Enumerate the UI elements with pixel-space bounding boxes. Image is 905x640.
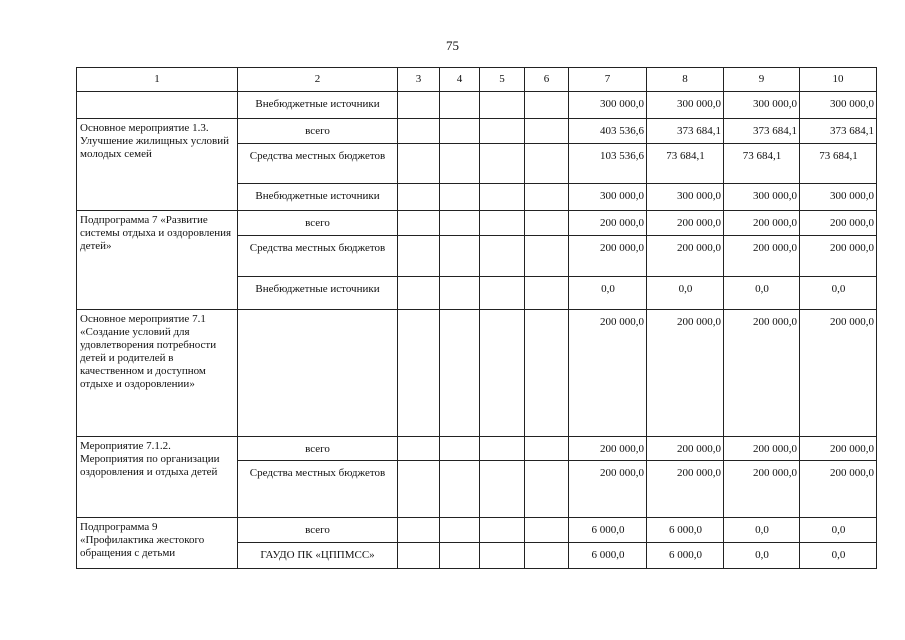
- value-cell: 0,0: [647, 277, 724, 310]
- value-cell: 200 000,0: [724, 236, 800, 277]
- value-cell: 200 000,0: [724, 310, 800, 437]
- funding-source-cell: всего: [238, 518, 398, 543]
- table-row: [77, 437, 877, 461]
- value-cell: 403 536,6: [569, 119, 647, 144]
- funding-source-cell: Внебюджетные источники: [238, 277, 398, 310]
- column-header: 7: [569, 68, 647, 92]
- value-cell: 373 684,1: [724, 119, 800, 144]
- activity-name-cell: Мероприятие 7.1.2. Мероприятия по организации оздоровления и отдыха детей: [77, 437, 238, 518]
- value-cell: 300 000,0: [724, 184, 800, 211]
- value-cell: 0,0: [724, 543, 800, 569]
- value-cell: 200 000,0: [569, 437, 647, 461]
- value-cell: 300 000,0: [647, 92, 724, 119]
- value-cell: 300 000,0: [569, 184, 647, 211]
- value-cell: 373 684,1: [800, 119, 877, 144]
- column-header: 4: [440, 68, 480, 92]
- value-cell: 200 000,0: [724, 461, 800, 518]
- value-cell: 200 000,0: [569, 211, 647, 236]
- funding-source-cell: Средства местных бюджетов: [238, 461, 398, 518]
- value-cell: 6 000,0: [569, 518, 647, 543]
- funding-source-cell: всего: [238, 211, 398, 236]
- value-cell: 200 000,0: [800, 236, 877, 277]
- value-cell: 200 000,0: [800, 211, 877, 236]
- value-cell: 300 000,0: [569, 92, 647, 119]
- table-row: [77, 92, 877, 119]
- value-cell: 200 000,0: [647, 461, 724, 518]
- value-cell: 300 000,0: [800, 184, 877, 211]
- value-cell: 200 000,0: [800, 437, 877, 461]
- column-header: 2: [238, 68, 398, 92]
- funding-source-cell: Внебюджетные источники: [238, 92, 398, 119]
- value-cell: 373 684,1: [647, 119, 724, 144]
- value-cell: 200 000,0: [724, 437, 800, 461]
- table-cell: [77, 92, 238, 119]
- funding-source-cell: всего: [238, 437, 398, 461]
- funding-source-cell: Внебюджетные источники: [238, 184, 398, 211]
- value-cell: 0,0: [724, 277, 800, 310]
- value-cell: 200 000,0: [647, 310, 724, 437]
- value-cell: 0,0: [569, 277, 647, 310]
- table-row: [77, 211, 877, 236]
- column-header: 5: [480, 68, 525, 92]
- activity-name-cell: Подпрограмма 7 «Развитие системы отдыха и оздоровления детей»: [77, 211, 238, 310]
- value-cell: 200 000,0: [647, 437, 724, 461]
- column-header: 6: [525, 68, 569, 92]
- value-cell: 300 000,0: [800, 92, 877, 119]
- funding-source-cell: ГАУДО ПК «ЦППМСС»: [238, 543, 398, 569]
- column-header: 8: [647, 68, 724, 92]
- value-cell: 200 000,0: [569, 461, 647, 518]
- table-row: [77, 119, 877, 144]
- value-cell: 300 000,0: [647, 184, 724, 211]
- value-cell: 6 000,0: [647, 543, 724, 569]
- value-cell: 200 000,0: [724, 211, 800, 236]
- value-cell: 73 684,1: [647, 144, 724, 184]
- value-cell: 0,0: [724, 518, 800, 543]
- value-cell: 200 000,0: [569, 310, 647, 437]
- value-cell: 6 000,0: [569, 543, 647, 569]
- value-cell: 6 000,0: [647, 518, 724, 543]
- funding-source-cell: Средства местных бюджетов: [238, 144, 398, 184]
- funding-source-cell: Средства местных бюджетов: [238, 236, 398, 277]
- budget-table: [76, 67, 877, 569]
- value-cell: 200 000,0: [569, 236, 647, 277]
- value-cell: 200 000,0: [647, 236, 724, 277]
- value-cell: 200 000,0: [647, 211, 724, 236]
- value-cell: 200 000,0: [800, 310, 877, 437]
- value-cell: 0,0: [800, 518, 877, 543]
- column-header: 3: [398, 68, 440, 92]
- header-row: [77, 68, 877, 92]
- column-header: 1: [77, 68, 238, 92]
- value-cell: 200 000,0: [800, 461, 877, 518]
- value-cell: 103 536,6: [569, 144, 647, 184]
- column-header: 10: [800, 68, 877, 92]
- column-header: 9: [724, 68, 800, 92]
- page-number: 75: [446, 38, 459, 53]
- activity-name-cell: Основное мероприятие 1.3. Улучшение жилищных условий молодых семей: [77, 119, 238, 211]
- activity-name-cell: Подпрограмма 9 «Профилактика жестокого обращения с детьми: [77, 518, 238, 569]
- funding-source-cell: всего: [238, 119, 398, 144]
- table-row: [77, 310, 877, 437]
- activity-name-cell: Основное мероприятие 7.1 «Создание условий для удовлетворения потребности детей и родителей в качественном и доступном отдыхе и оздоровлении»: [77, 310, 238, 437]
- table-row: [77, 518, 877, 543]
- value-cell: 0,0: [800, 277, 877, 310]
- value-cell: 300 000,0: [724, 92, 800, 119]
- value-cell: 73 684,1: [724, 144, 800, 184]
- value-cell: 73 684,1: [800, 144, 877, 184]
- value-cell: 0,0: [800, 543, 877, 569]
